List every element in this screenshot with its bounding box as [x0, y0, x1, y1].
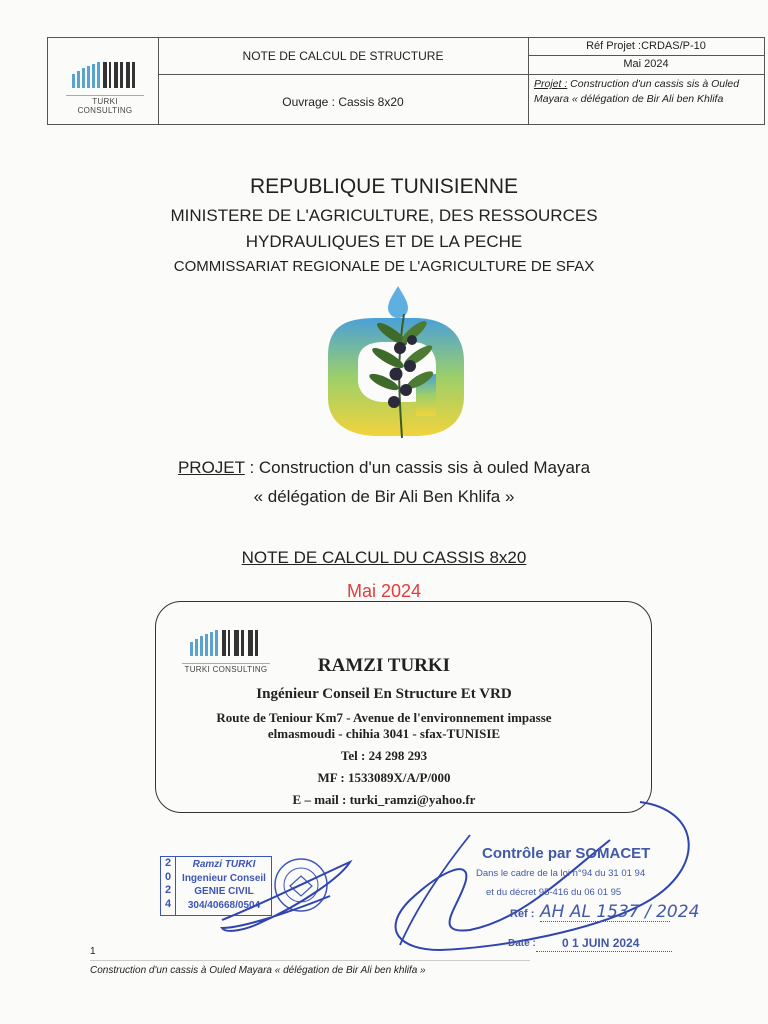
contact-address-line1: Route de Teniour Km7 - Avenue de l'environnement impasse [216, 710, 552, 725]
contact-address-line2: elmasmoudi - chihia 3041 - sfax-TUNISIE [267, 726, 501, 741]
title-republique: REPUBLIQUE TUNISIENNE [249, 175, 518, 198]
ref-dotted-line [540, 921, 670, 922]
control-stamp-line1: Dans le cadre de la loi n°94 du 31 01 94 [476, 868, 646, 879]
header-title: NOTE DE CALCUL DE STRUCTURE [242, 49, 444, 63]
control-ref-value: AH AL 1537 / 2024 [540, 902, 700, 922]
control-stamp-line2: et du décret 95-416 du 06 01 95 [486, 887, 622, 898]
contact-role: Ingénieur Conseil En Structure Et VRD [256, 686, 512, 702]
title-hydrauliques: HYDRAULIQUES ET DE LA PECHE [245, 232, 523, 251]
footer-text: Construction d'un cassis à Ouled Mayara « délégation de Bir Ali ben khlifa » [90, 965, 426, 976]
contact-name: RAMZI TURKI [317, 655, 451, 676]
project-text1: : Construction d'un cassis sis à ouled Mayara [244, 458, 591, 477]
project-line2: « délégation de Bir Ali Ben Khlifa » [253, 487, 515, 506]
stamp-lines: Ramzi TURKI Ingenieur Conseil GENIE CIVIL 304/40668/0504 [182, 859, 266, 911]
contact-tel: Tel : 24 298 293 [340, 748, 428, 763]
contact-email: E – mail : turki_ramzi@yahoo.fr [292, 792, 476, 807]
header-ouvrage: Ouvrage : Cassis 8x20 [282, 95, 404, 109]
contact-logo-label: TURKI CONSULTING [182, 663, 270, 674]
contact-mf: MF : 1533089X/A/P/000 [317, 770, 451, 785]
note-title: NOTE DE CALCUL DU CASSIS 8x20 [241, 548, 527, 567]
control-date-value: 0 1 JUIN 2024 [562, 936, 640, 950]
page-number: 1 [90, 946, 96, 957]
control-ref-label: Ref : [510, 908, 535, 920]
note-date: Mai 2024 [346, 581, 422, 601]
header-date: Mai 2024 [623, 58, 669, 70]
header-projet-text: Construction d'un cassis sis à Ouled Mayara « délégation de Bir Ali ben Khlifa [534, 78, 740, 105]
footer-rule [90, 960, 530, 961]
project-label: PROJET [177, 458, 245, 477]
control-date-label: Date : [508, 938, 536, 949]
stamp-digits: 2 0 2 4 [161, 857, 176, 915]
logo-label: TURKI CONSULTING [66, 95, 144, 115]
title-ministere: MINISTERE DE L'AGRICULTURE, DES RESSOURCES [170, 206, 598, 225]
title-commissariat: COMMISSARIAT REGIONALE DE L'AGRICULTURE DE SFAX [173, 258, 595, 275]
control-stamp-title: Contrôle par SOMACET [482, 845, 651, 862]
date-dotted-line [536, 951, 672, 952]
header-projet-label: Projet : [534, 78, 568, 90]
header-ref: Réf Projet :CRDAS/P-10 [586, 40, 706, 52]
